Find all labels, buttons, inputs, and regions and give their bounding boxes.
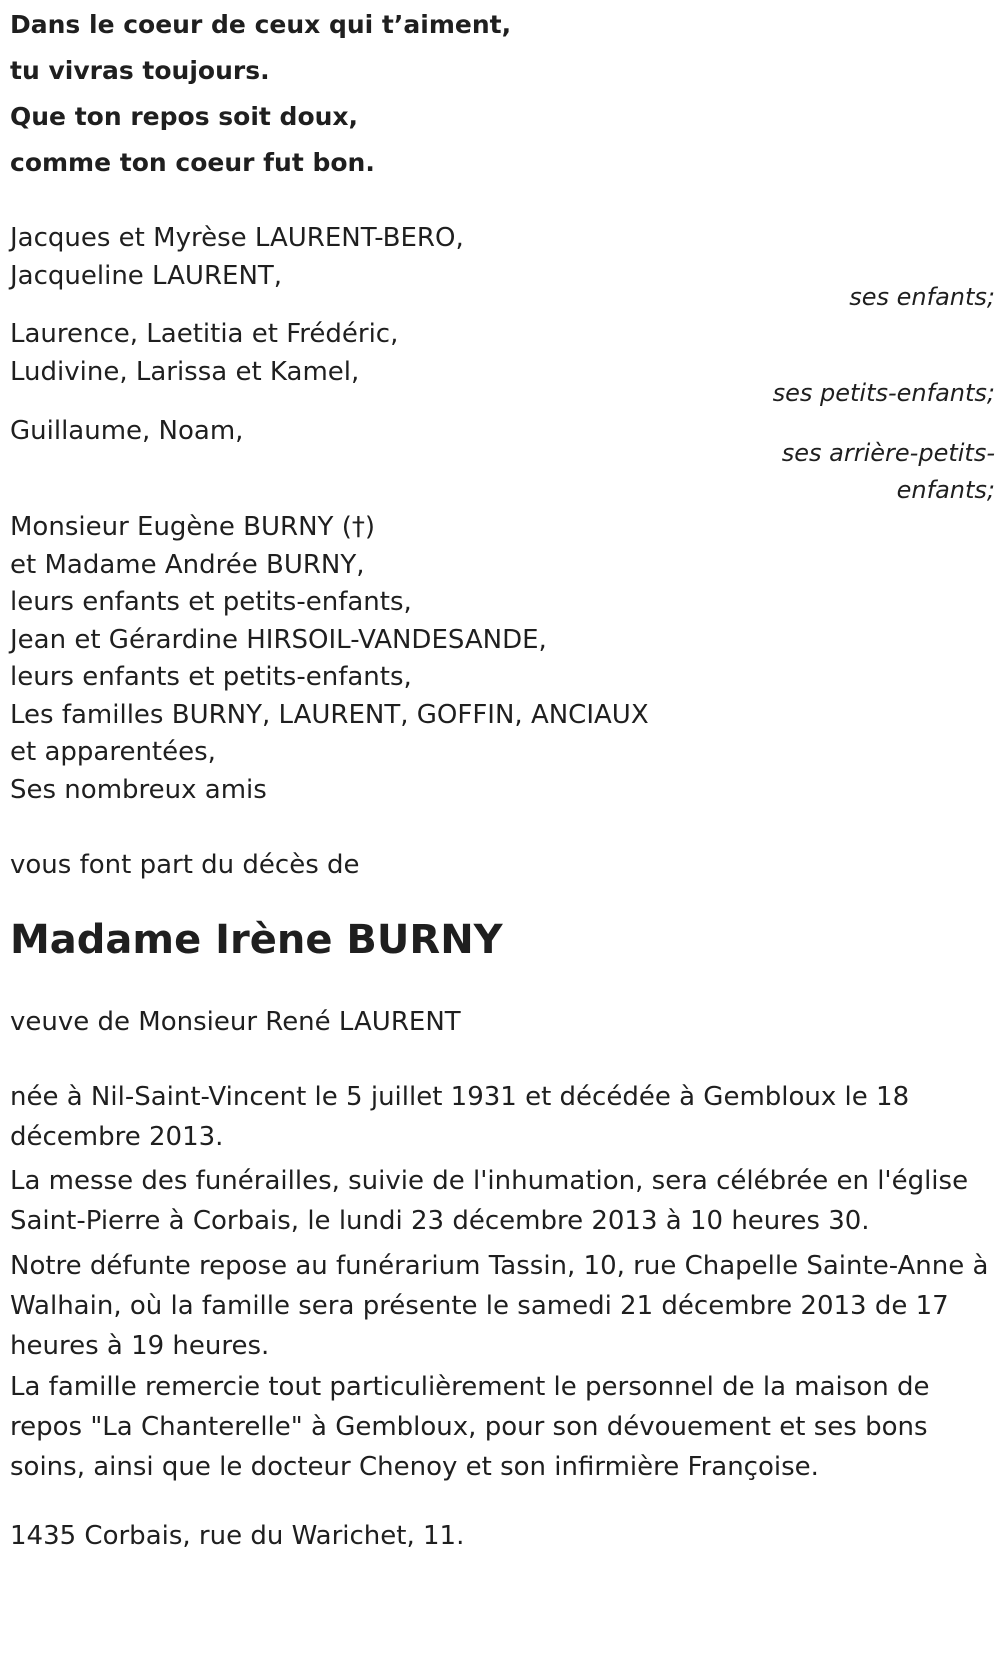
family-line-7: et apparentées, — [10, 737, 216, 767]
thanks-paragraph: La famille remercie tout particulièrement le personnel de la maison de repos "La Chanterelle" à Gembloux, pour son dévouement et ses bons soins, ainsi que le docteur Chenoy et son infirmière Françoise. — [10, 1372, 930, 1482]
great-grandchildren-role-line-1: ses arrière-petits- — [781, 439, 995, 467]
grandchildren-name-1: Laurence, Laetitia et Frédéric, — [10, 319, 399, 349]
grandchildren-role: ses petits-enfants; — [772, 379, 995, 407]
deceased-name: Madame Irène BURNY — [10, 917, 503, 963]
announcement-text: vous font part du décès de — [10, 850, 360, 880]
great-grandchildren-role-line-2: enfants; — [896, 476, 995, 504]
address-text: 1435 Corbais, rue du Warichet, 11. — [10, 1521, 465, 1551]
grandchildren-name-2: Ludivine, Larissa et Kamel, — [10, 357, 360, 387]
children-name-1: Jacques et Myrèse LAURENT-BERO, — [10, 223, 464, 253]
poem-line-2: tu vivras toujours. — [10, 56, 270, 85]
family-line-3: leurs enfants et petits-enfants, — [10, 587, 412, 617]
great-grandchildren-name-1: Guillaume, Noam, — [10, 416, 244, 446]
widow-of-text: veuve de Monsieur René LAURENT — [10, 1007, 461, 1037]
family-line-5: leurs enfants et petits-enfants, — [10, 662, 412, 692]
family-line-6: Les familles BURNY, LAURENT, GOFFIN, ANCIAUX — [10, 700, 649, 730]
poem-line-4: comme ton coeur fut bon. — [10, 148, 375, 177]
funerarium-paragraph: Notre défunte repose au funérarium Tassin, 10, rue Chapelle Sainte-Anne à Walhain, où la famille sera présente le samedi 21 décembre 2013 de 17 heures à 19 heures. — [10, 1251, 989, 1361]
children-role: ses enfants; — [849, 283, 995, 311]
poem-line-1: Dans le coeur de ceux qui t’aiment, — [10, 10, 512, 39]
family-line-4: Jean et Gérardine HIRSOIL-VANDESANDE, — [10, 625, 547, 655]
family-line-1: Monsieur Eugène BURNY (†) — [10, 512, 375, 542]
birth-death-paragraph: née à Nil-Saint-Vincent le 5 juillet 1931 et décédée à Gembloux le 18 décembre 2013. — [10, 1082, 910, 1152]
family-line-2: et Madame Andrée BURNY, — [10, 550, 365, 580]
children-name-2: Jacqueline LAURENT, — [10, 261, 283, 291]
family-line-8: Ses nombreux amis — [10, 775, 267, 805]
funeral-mass-paragraph: La messe des funérailles, suivie de l'inhumation, sera célébrée en l'église Saint-Pierre à Corbais, le lundi 23 décembre 2013 à 10 heures 30. — [10, 1166, 969, 1236]
poem-line-3: Que ton repos soit doux, — [10, 102, 359, 131]
